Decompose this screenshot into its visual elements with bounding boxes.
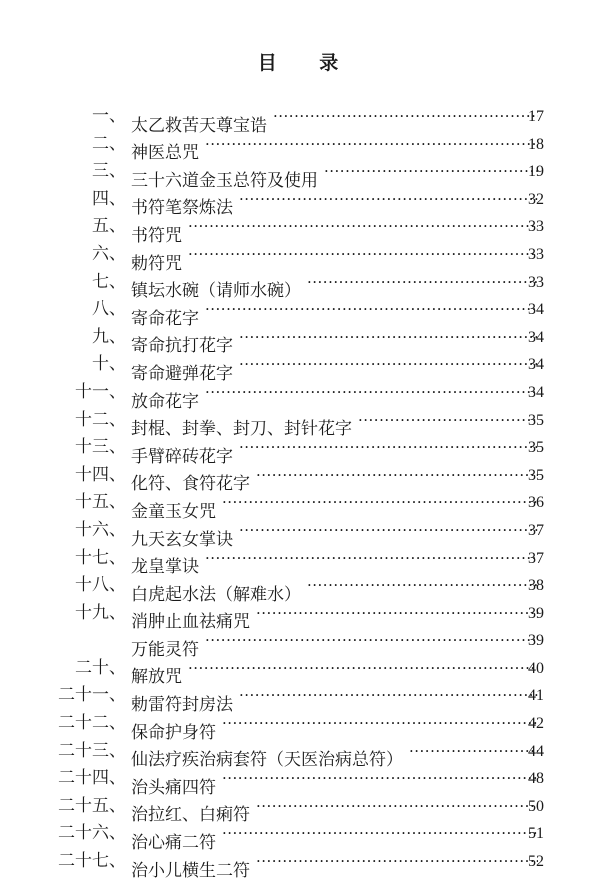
toc-entry-title: 白虎起水法（解难水） bbox=[131, 584, 301, 605]
toc-entry bbox=[0, 131, 596, 164]
toc-entry-title: 寄命花字 bbox=[131, 308, 199, 329]
toc-entry-number: 十七、 bbox=[75, 547, 126, 568]
toc-entry-page: 34 bbox=[528, 301, 544, 319]
toc-entry-page: 48 bbox=[528, 770, 544, 788]
table-of-contents bbox=[0, 103, 596, 881]
leader-dots bbox=[307, 572, 538, 600]
toc-entry-number: 一、 bbox=[92, 106, 126, 126]
toc-entry-page: 17 bbox=[528, 108, 544, 125]
toc-entry-title: 消肿止血祛痛咒 bbox=[131, 612, 250, 633]
toc-entry-number: 十二、 bbox=[75, 409, 126, 430]
toc-entry-title: 寄命避弹花字 bbox=[131, 363, 233, 384]
toc-entry bbox=[0, 765, 596, 798]
toc-entry bbox=[0, 572, 596, 605]
toc-entry-number: 二十一、 bbox=[58, 685, 126, 706]
leader-dots bbox=[188, 241, 538, 269]
leader-dots bbox=[358, 407, 538, 435]
toc-entry-page: 37 bbox=[528, 521, 544, 539]
toc-entry-number: 三、 bbox=[92, 161, 126, 182]
toc-entry-number: 四、 bbox=[92, 188, 126, 209]
toc-entry-number: 二十四、 bbox=[58, 768, 126, 789]
leader-dots bbox=[256, 600, 538, 628]
toc-entry bbox=[0, 186, 596, 219]
toc-entry-title: 封棍、封拳、封刀、封针花字 bbox=[131, 419, 352, 440]
toc-entry-page: 33 bbox=[528, 218, 544, 236]
toc-entry bbox=[0, 793, 596, 826]
toc-entry-page: 52 bbox=[528, 853, 544, 871]
toc-entry-page: 37 bbox=[528, 549, 544, 567]
toc-entry-title: 治拉红、白痢符 bbox=[131, 805, 250, 826]
toc-entry bbox=[0, 434, 596, 467]
toc-entry-number: 七、 bbox=[92, 271, 126, 292]
toc-entry-title: 治心痛二符 bbox=[131, 833, 216, 854]
leader-dots bbox=[222, 765, 538, 793]
leader-dots bbox=[307, 269, 538, 297]
toc-entry-number: 十一、 bbox=[75, 381, 126, 402]
toc-entry-page: 40 bbox=[528, 659, 544, 677]
toc-entry bbox=[0, 820, 596, 854]
toc-entry bbox=[0, 379, 596, 412]
toc-entry-page: 36 bbox=[528, 494, 544, 512]
toc-entry-page: 42 bbox=[528, 715, 544, 733]
toc-entry bbox=[0, 103, 596, 136]
toc-entry-number: 二十、 bbox=[75, 657, 126, 678]
toc-entry-title: 太乙救苦天尊宝诰 bbox=[131, 115, 267, 136]
leader-dots bbox=[205, 379, 538, 407]
toc-entry-number: 二十二、 bbox=[58, 713, 126, 734]
leader-dots bbox=[239, 324, 538, 352]
toc-entry-title: 神医总咒 bbox=[131, 143, 199, 164]
toc-entry-title: 解放咒 bbox=[131, 667, 182, 688]
leader-dots bbox=[188, 213, 538, 241]
leader-dots bbox=[256, 848, 538, 876]
toc-entry-page: 44 bbox=[528, 742, 544, 760]
toc-entry-title: 金童玉女咒 bbox=[131, 501, 216, 522]
toc-entry-page: 51 bbox=[528, 825, 544, 843]
toc-entry-title: 仙法疗疾治病套符（天医治病总符） bbox=[131, 750, 403, 771]
leader-dots bbox=[205, 131, 538, 159]
toc-entry-number: 二十五、 bbox=[58, 795, 126, 816]
leader-dots bbox=[256, 793, 538, 821]
leader-dots bbox=[205, 545, 538, 573]
page-title: 目 录 bbox=[257, 52, 357, 74]
toc-entry bbox=[0, 848, 596, 881]
leader-dots bbox=[239, 434, 538, 462]
toc-entry-page: 18 bbox=[528, 135, 544, 153]
toc-entry-number: 八、 bbox=[92, 299, 126, 320]
leader-dots bbox=[324, 158, 538, 186]
toc-entry-page: 39 bbox=[528, 604, 544, 622]
leader-dots bbox=[205, 627, 538, 655]
toc-entry-page: 41 bbox=[528, 687, 544, 705]
toc-entry-page: 34 bbox=[528, 328, 544, 346]
leader-dots bbox=[239, 186, 538, 214]
toc-entry-number: 五、 bbox=[92, 216, 126, 237]
toc-entry-number: 二十三、 bbox=[58, 740, 126, 761]
toc-entry-page: 50 bbox=[528, 797, 544, 815]
toc-entry-page: 35 bbox=[528, 439, 544, 457]
leader-dots bbox=[205, 296, 538, 324]
toc-entry bbox=[0, 462, 596, 495]
toc-entry-title: 保命护身符 bbox=[131, 722, 216, 743]
toc-entry-number: 九、 bbox=[92, 326, 126, 347]
leader-dots bbox=[239, 351, 538, 379]
toc-entry-title: 书符咒 bbox=[131, 225, 182, 246]
toc-entry-title: 手臂碎砖花字 bbox=[131, 446, 233, 467]
toc-entry-title: 勅雷符封房法 bbox=[131, 695, 233, 716]
toc-entry-number: 十、 bbox=[92, 354, 126, 375]
leader-dots bbox=[239, 517, 538, 545]
toc-entry bbox=[0, 710, 596, 743]
toc-entry bbox=[0, 213, 596, 246]
toc-entry-title: 勅符咒 bbox=[131, 253, 182, 274]
toc-entry bbox=[0, 655, 596, 688]
toc-entry-page: 19 bbox=[528, 163, 544, 181]
toc-entry-number: 十五、 bbox=[75, 492, 126, 513]
toc-entry-page: 35 bbox=[528, 466, 544, 484]
toc-entry-title: 治头痛四符 bbox=[131, 777, 216, 798]
toc-entry-title: 放命花字 bbox=[131, 391, 199, 412]
toc-entry-title: 书符笔祭炼法 bbox=[131, 198, 233, 219]
toc-entry bbox=[0, 407, 596, 440]
toc-entry-number: 十六、 bbox=[75, 519, 126, 540]
toc-entry-page: 35 bbox=[528, 411, 544, 429]
leader-dots bbox=[222, 820, 538, 848]
toc-entry-page: 32 bbox=[528, 190, 544, 208]
toc-entry bbox=[0, 738, 596, 771]
toc-entry-title: 龙皇掌诀 bbox=[131, 557, 199, 578]
toc-entry bbox=[0, 489, 596, 522]
toc-entry-number: 十四、 bbox=[75, 464, 126, 485]
toc-entry-title: 九天玄女掌诀 bbox=[131, 529, 233, 550]
toc-entry-page: 39 bbox=[528, 632, 544, 650]
toc-entry-number: 十九、 bbox=[75, 602, 126, 623]
toc-entry-page: 33 bbox=[528, 273, 544, 291]
toc-entry bbox=[0, 627, 596, 660]
leader-dots bbox=[409, 738, 538, 766]
leader-dots bbox=[239, 682, 538, 710]
toc-entry-title: 镇坛水碗（请师水碗） bbox=[131, 281, 301, 302]
toc-entry bbox=[0, 517, 596, 550]
toc-entry bbox=[0, 682, 596, 716]
toc-entry-number: 十三、 bbox=[75, 437, 126, 458]
toc-entry-page: 38 bbox=[528, 577, 544, 595]
toc-entry bbox=[0, 545, 596, 578]
toc-entry bbox=[0, 241, 596, 274]
toc-entry-number: 六、 bbox=[92, 243, 126, 264]
toc-entry-number: 二、 bbox=[92, 133, 126, 154]
toc-entry-page: 33 bbox=[528, 245, 544, 263]
toc-entry-number: 二十六、 bbox=[58, 823, 126, 844]
toc-entry bbox=[0, 158, 596, 191]
leader-dots bbox=[188, 655, 538, 683]
toc-entry-title: 三十六道金玉总符及使用 bbox=[131, 170, 318, 191]
leader-dots bbox=[222, 489, 538, 517]
toc-entry-title: 万能灵符 bbox=[131, 639, 199, 660]
toc-entry-title: 治小儿横生二符 bbox=[131, 860, 250, 881]
toc-entry-page: 34 bbox=[528, 356, 544, 374]
leader-dots bbox=[256, 462, 538, 490]
toc-entry bbox=[0, 269, 596, 302]
toc-entry-number: 十八、 bbox=[75, 575, 126, 596]
toc-entry-page: 34 bbox=[528, 383, 544, 401]
toc-entry-title: 化符、食符花字 bbox=[131, 474, 250, 495]
toc-entry bbox=[0, 600, 596, 633]
leader-dots bbox=[222, 710, 538, 738]
leader-dots bbox=[273, 103, 538, 131]
toc-entry bbox=[0, 324, 596, 357]
toc-entry bbox=[0, 296, 596, 329]
toc-entry-number: 二十七、 bbox=[58, 851, 126, 872]
toc-entry bbox=[0, 351, 596, 384]
toc-entry-title: 寄命抗打花字 bbox=[131, 336, 233, 357]
